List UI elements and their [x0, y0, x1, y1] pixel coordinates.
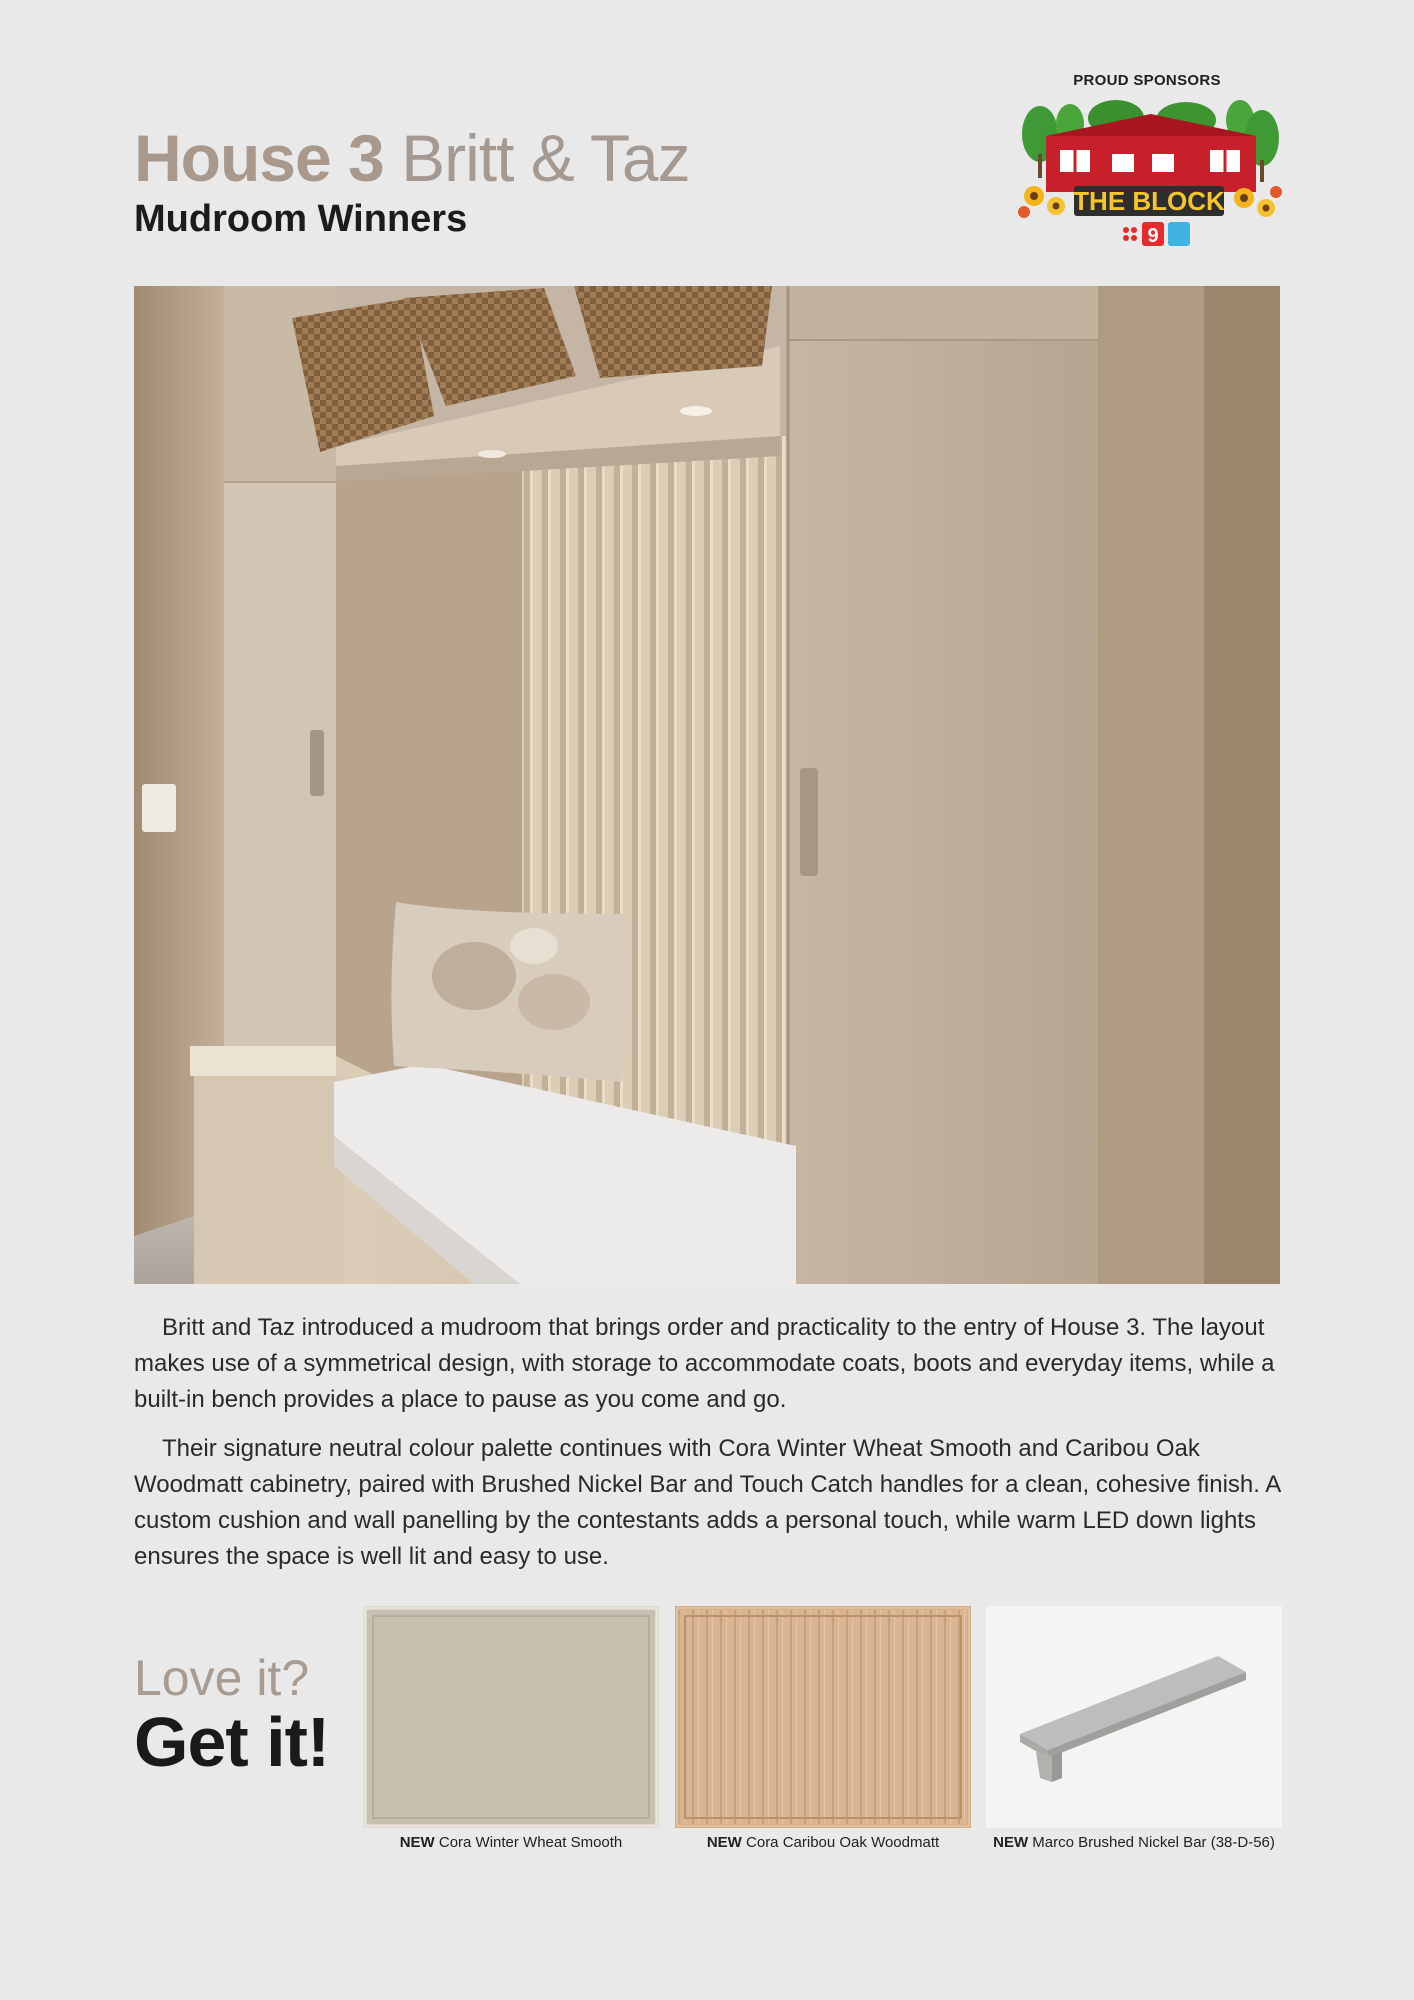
title-block	[134, 122, 690, 241]
cta-love-it: Love it?	[134, 1650, 310, 1706]
product-swatch-caribou-oak[interactable]	[675, 1606, 971, 1828]
product-caption-3: NEW Marco Brushed Nickel Bar (38-D-56)	[993, 1834, 1275, 1851]
house-number: House 3	[134, 121, 384, 195]
body-text	[134, 1310, 1280, 1588]
cta-get-it: Get it!	[134, 1703, 330, 1781]
product-swatch-nickel-bar[interactable]	[986, 1606, 1282, 1828]
product-caption-1: NEW Cora Winter Wheat Smooth	[399, 1834, 623, 1851]
product-caption-2: NEW Cora Caribou Oak Woodmatt	[706, 1834, 940, 1851]
contestant-names: Britt & Taz	[401, 121, 690, 195]
the-block-logo	[1012, 90, 1282, 262]
caribou-oak-panel	[675, 1606, 971, 1828]
page-title	[134, 122, 690, 194]
nine-network-icon	[1123, 222, 1190, 247]
sponsor-block	[1012, 72, 1282, 262]
call-to-action	[134, 1650, 330, 1781]
logo-wordmark: THE BLOCK	[1073, 186, 1225, 216]
svg-text:9: 9	[1147, 225, 1159, 247]
pillow-icon	[391, 902, 627, 1082]
sponsor-label: PROUD SPONSORS	[1073, 72, 1221, 89]
product-swatch-winter-wheat[interactable]	[363, 1606, 659, 1828]
body-paragraph-1: Britt and Taz introduced a mudroom that brings order and practicality to the entry of House 3. The layout makes use of a symmetrical design, with storage to accommodate coats, boots and everyday items, while a built-in bench provides a place to pause as you come and go.	[134, 1314, 1275, 1413]
winter-wheat-panel	[363, 1606, 659, 1828]
page-subtitle: Mudroom Winners	[134, 198, 468, 240]
body-paragraph-2: Their signature neutral colour palette continues with Cora Winter Wheat Smooth and Caribou Oak Woodmatt cabinetry, paired with Brushed Nickel Bar and Touch Catch handles for a clean, cohesive finish. A custom cushion and wall panelling by the contestants adds a personal touch, while warm LED down lights ensures the space is well lit and easy to use.	[134, 1435, 1280, 1570]
hero-photo	[134, 286, 1280, 1284]
mudroom-photo	[134, 286, 1280, 1284]
nickel-bar-handle	[986, 1606, 1282, 1828]
